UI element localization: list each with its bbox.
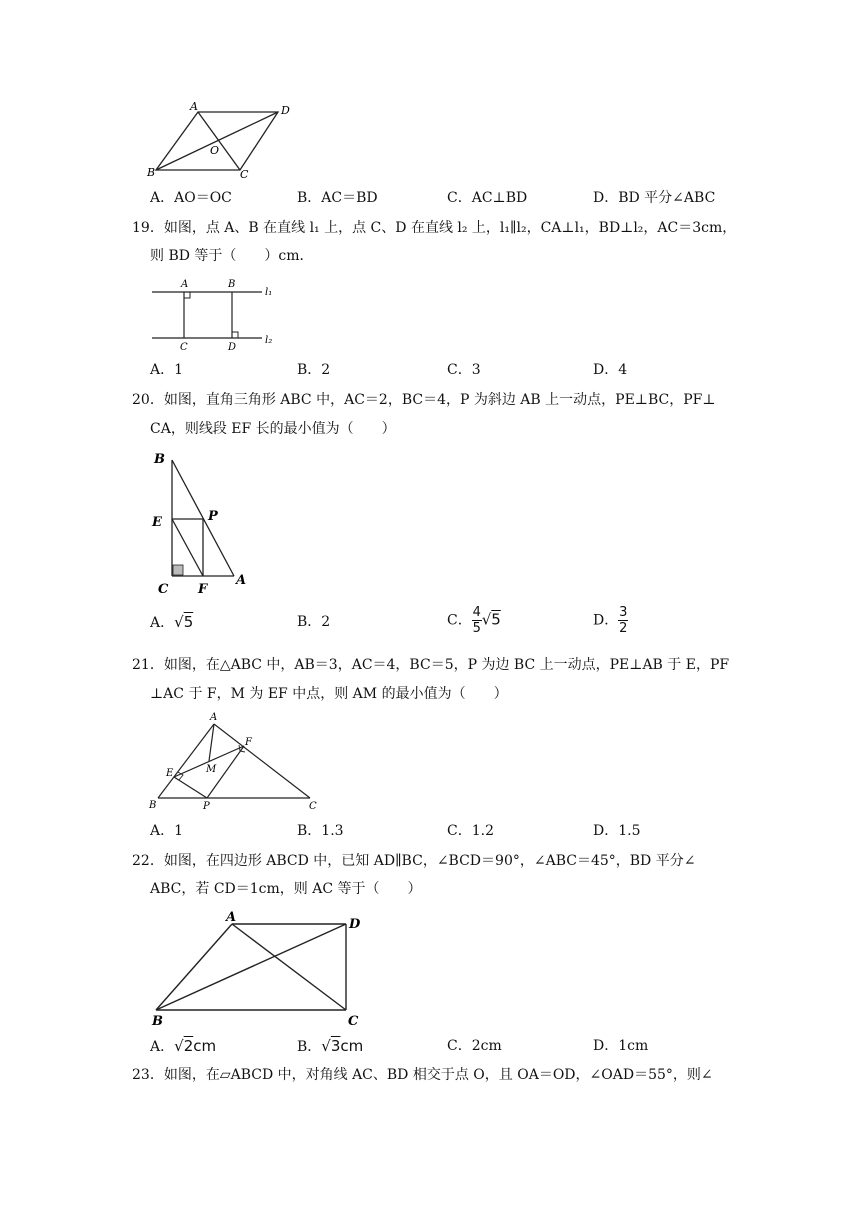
q21-option-c: C．1.2 bbox=[447, 823, 494, 839]
q20-label-a: A bbox=[236, 573, 247, 588]
q22-option-b-prefix: B． bbox=[297, 1039, 322, 1055]
q20-option-c-fraction: $\frac{4}{5}$ bbox=[472, 605, 481, 636]
q23-stem-line1: 23．如图，在▱ABCD 中，对角线 AC、BD 相交于点 O，且 OA＝OD，∠OAD＝55°，则∠ bbox=[132, 1067, 713, 1083]
q20-label-e: E bbox=[152, 515, 162, 530]
q21-label-p: P bbox=[203, 801, 210, 812]
q20-figure bbox=[146, 446, 256, 600]
q19-option-d: D．4 bbox=[593, 362, 628, 378]
q18-label-b: B bbox=[147, 166, 156, 179]
q18-option-d: D．BD 平分∠ABC bbox=[593, 190, 716, 206]
q21-label-c: C bbox=[309, 801, 317, 812]
q22-label-d: D bbox=[349, 917, 361, 932]
q18-figure bbox=[140, 98, 300, 184]
q18-option-c: C．AC⊥BD bbox=[447, 190, 528, 206]
q19-label-d: D bbox=[228, 342, 237, 352]
q19-stem-line2: 则 BD 等于（ ）cm． bbox=[150, 248, 314, 264]
q18-option-a: A．AO＝OC bbox=[150, 190, 232, 206]
q21-option-b: B．1.3 bbox=[297, 823, 344, 839]
q22-label-c: C bbox=[348, 1014, 359, 1028]
q21-label-a: A bbox=[210, 712, 218, 723]
q20-option-a-value: √5 bbox=[174, 613, 194, 631]
q22-option-b bbox=[297, 1036, 363, 1057]
q19-label-a: A bbox=[181, 279, 189, 290]
q21-stem-line2: ⊥AC 于 F，M 为 EF 中点，则 AM 的最小值为（ ） bbox=[150, 686, 508, 702]
q19-option-b: B．2 bbox=[297, 362, 331, 378]
q20-label-f: F bbox=[198, 582, 208, 597]
q22-label-b: B bbox=[152, 1014, 163, 1028]
q21-label-m: M bbox=[206, 764, 217, 775]
q20-option-d bbox=[593, 606, 628, 635]
q18-option-b: B．AC＝BD bbox=[297, 190, 378, 206]
q22-option-a-prefix: A． bbox=[150, 1039, 175, 1055]
q19-stem-line1: 19．如图，点 A、B 在直线 l₁ 上，点 C、D 在直线 l₂ 上，l₁∥l₂，CA⊥l₁，BD⊥l₂，AC＝3cm， bbox=[132, 220, 737, 236]
q20-option-b: B．2 bbox=[297, 614, 331, 630]
q19-figure bbox=[148, 276, 288, 352]
q21-label-f: F bbox=[245, 737, 252, 748]
q20-option-d-fraction: $\frac{3}{2}$ bbox=[619, 605, 628, 636]
q19-label-l1: l₁ bbox=[265, 287, 273, 298]
q18-label-c: C bbox=[240, 168, 249, 181]
q18-label-d: D bbox=[281, 104, 290, 117]
q21-option-d: D．1.5 bbox=[593, 823, 641, 839]
q21-stem-line1: 21．如图，在△ABC 中，AB＝3，AC＝4，BC＝5，P 为边 BC 上一动点，PE⊥AB 于 E，PF bbox=[132, 657, 730, 673]
q22-figure bbox=[146, 906, 372, 1028]
q20-option-d-prefix: D． bbox=[593, 612, 619, 629]
q21-label-e: E bbox=[166, 768, 174, 779]
q20-option-a-prefix: A． bbox=[150, 615, 175, 631]
q19-option-c: C．3 bbox=[447, 362, 481, 378]
q22-option-a bbox=[150, 1036, 216, 1057]
q20-label-b: B bbox=[154, 452, 165, 467]
q22-option-a-root: √2 bbox=[174, 1037, 194, 1055]
q22-stem-line2: ABC，若 CD＝1cm，则 AC 等于（ ） bbox=[150, 881, 422, 897]
q18-label-o: O bbox=[210, 144, 220, 157]
q20-option-c bbox=[447, 606, 501, 635]
q21-figure bbox=[144, 708, 330, 812]
q19-option-a: A．1 bbox=[150, 362, 184, 378]
q19-label-l2: l₂ bbox=[265, 335, 273, 346]
q22-label-a: A bbox=[226, 910, 237, 925]
q20-stem-line1: 20．如图，直角三角形 ABC 中，AC＝2，BC＝4，P 为斜边 AB 上一动点，PE⊥BC，PF⊥ bbox=[132, 392, 716, 408]
q20-option-c-root: √5 bbox=[481, 610, 501, 629]
q21-option-a: A．1 bbox=[150, 823, 184, 839]
q20-label-p: P bbox=[208, 509, 218, 524]
q20-option-a bbox=[150, 612, 193, 633]
q22-option-b-unit: cm bbox=[340, 1037, 364, 1055]
q22-option-d: D．1cm bbox=[593, 1038, 649, 1054]
q18-label-a: A bbox=[190, 100, 198, 113]
q21-label-b: B bbox=[149, 800, 157, 811]
q20-stem-line2: CA，则线段 EF 长的最小值为（ ） bbox=[150, 421, 396, 437]
q22-option-a-unit: cm bbox=[193, 1037, 217, 1055]
q19-label-b: B bbox=[228, 279, 236, 290]
q22-option-c: C．2cm bbox=[447, 1038, 502, 1054]
q22-stem-line1: 22．如图，在四边形 ABCD 中，已知 AD∥BC，∠BCD＝90°，∠ABC＝45°，BD 平分∠ bbox=[132, 853, 696, 869]
q20-option-c-prefix: C． bbox=[447, 612, 472, 629]
q19-label-c: C bbox=[180, 342, 188, 352]
q20-label-c: C bbox=[158, 582, 169, 597]
q22-option-b-root: √3 bbox=[321, 1037, 341, 1055]
